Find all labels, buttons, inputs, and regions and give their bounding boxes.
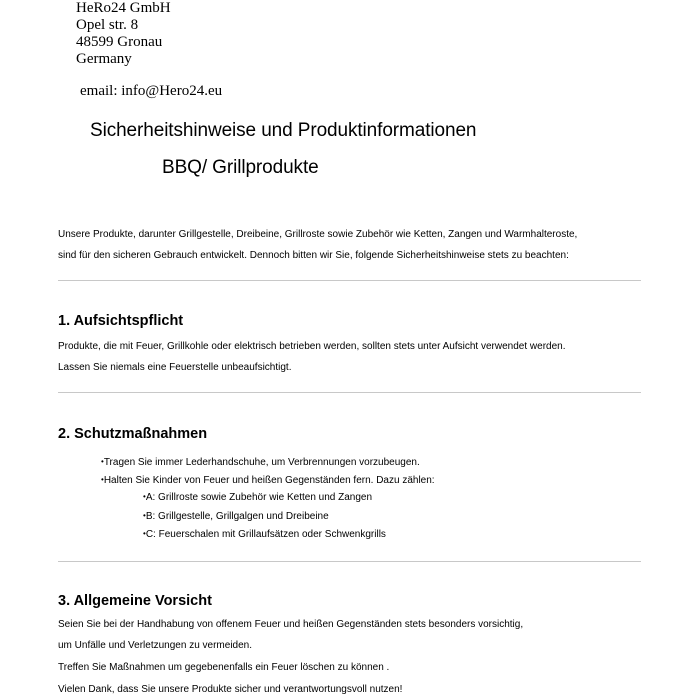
section-heading: 2. Schutzmaßnahmen bbox=[58, 426, 208, 442]
document-title: Sicherheitshinweise und Produktinformationen bbox=[90, 120, 477, 141]
bullet-text: Halten Sie Kinder von Feuer und heißen Gegenständen fern. Dazu zählen: bbox=[103, 475, 435, 486]
divider bbox=[58, 561, 641, 562]
sender-city: 48599 Gronau bbox=[76, 34, 163, 50]
sub-bullet-item bbox=[143, 511, 329, 522]
section-line: Produkte, die mit Feuer, Grillkohle oder elektrisch betrieben werden, sollten stets unter Aufsicht verwendet werden. bbox=[58, 341, 566, 352]
section-line: Lassen Sie niemals eine Feuerstelle unbeaufsichtigt. bbox=[58, 362, 292, 373]
bullet-text: C: Feuerschalen mit Grillaufsätzen oder Schwenkgrills bbox=[145, 529, 386, 540]
intro-line-2: sind für den sicheren Gebrauch entwickelt. Dennoch bitten wir Sie, folgende Sicherheitshinweise stets zu beachten: bbox=[58, 250, 569, 261]
divider bbox=[58, 392, 641, 393]
sender-street: Opel str. 8 bbox=[76, 17, 139, 33]
section-line: Treffen Sie Maßnahmen um gegebenenfalls ein Feuer löschen zu können . bbox=[58, 662, 390, 673]
section-heading: 3. Allgemeine Vorsicht bbox=[58, 593, 212, 609]
bullet-item bbox=[101, 475, 435, 486]
intro-line-1: Unsere Produkte, darunter Grillgestelle, Dreibeine, Grillroste sowie Zubehör wie Ketten, Zangen und Warmhalteroste, bbox=[58, 229, 578, 240]
sender-company: HeRo24 GmbH bbox=[76, 0, 171, 16]
document-subtitle: BBQ/ Grillprodukte bbox=[162, 157, 319, 178]
bullet-item bbox=[101, 457, 420, 468]
bullet-text: A: Grillroste sowie Zubehör wie Ketten und Zangen bbox=[145, 492, 373, 503]
sender-country: Germany bbox=[76, 51, 132, 67]
bullet-text: Tragen Sie immer Lederhandschuhe, um Verbrennungen vorzubeugen. bbox=[103, 457, 420, 468]
section-line: um Unfälle und Verletzungen zu vermeiden. bbox=[58, 640, 253, 651]
sub-bullet-item bbox=[143, 492, 372, 503]
section-heading: 1. Aufsichtspflicht bbox=[58, 313, 184, 329]
divider bbox=[58, 280, 641, 281]
sender-email: email: info@Hero24.eu bbox=[80, 83, 223, 99]
bullet-text: B: Grillgestelle, Grillgalgen und Dreibeine bbox=[145, 511, 329, 522]
section-line: Vielen Dank, dass Sie unsere Produkte sicher und verantwortungsvoll nutzen! bbox=[58, 684, 403, 695]
section-line: Seien Sie bei der Handhabung von offenem Feuer und heißen Gegenständen stets besonders vorsichtig, bbox=[58, 619, 524, 630]
sub-bullet-item bbox=[143, 529, 386, 540]
